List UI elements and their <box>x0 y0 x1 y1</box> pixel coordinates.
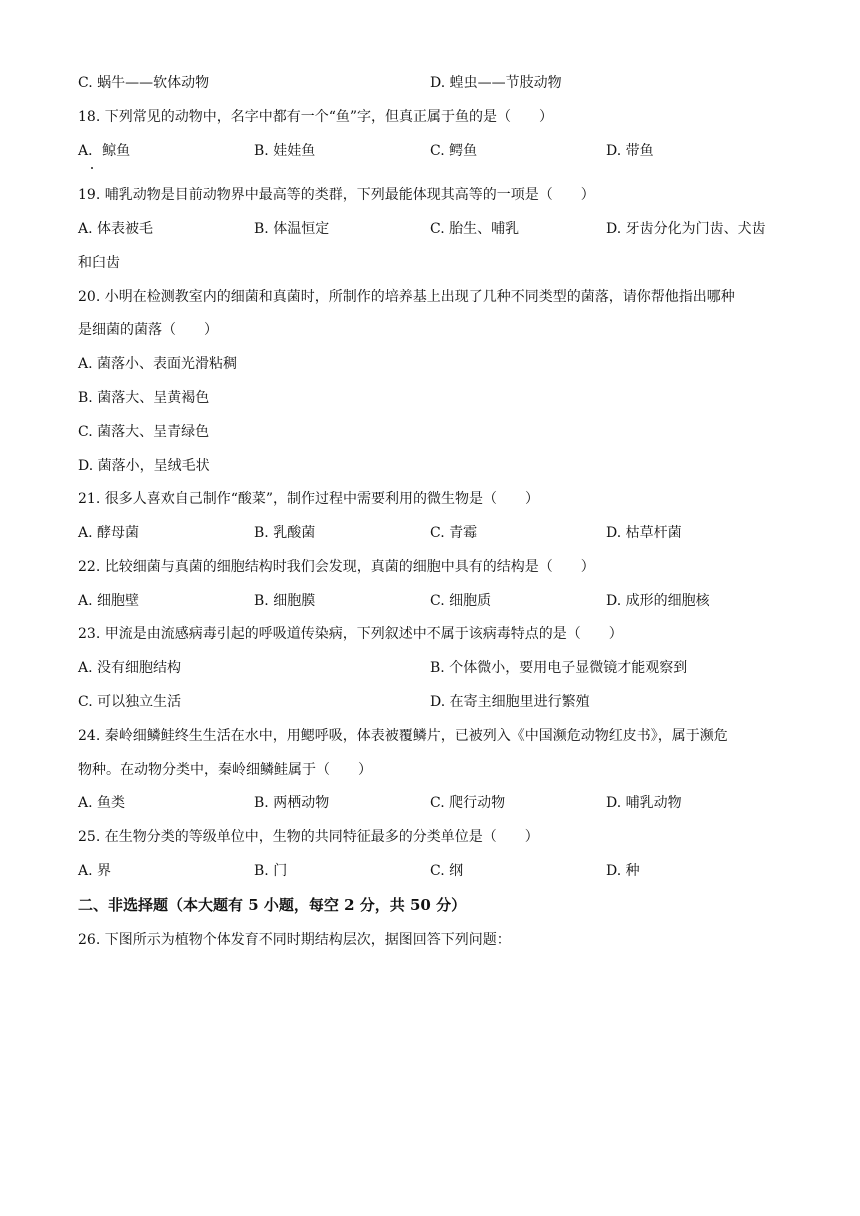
answer-option: C. 可以独立生活 <box>78 694 182 710</box>
answer-option: C. 蜗牛——软体动物 <box>78 75 210 91</box>
answer-option: D. 带鱼 <box>606 143 654 159</box>
answer-option: D. 成形的细胞核 <box>606 593 710 609</box>
answer-option: C. 胎生、哺乳 <box>430 221 520 237</box>
question-line: 18. 下列常见的动物中，名字中都有一个“鱼”字，但真正属于鱼的是（ ） <box>78 109 554 125</box>
answer-option: C. 青霉 <box>430 525 478 541</box>
question-line: 是细菌的菌落（ ） <box>78 322 218 338</box>
answer-option: B. 个体微小，要用电子显微镜才能观察到 <box>430 660 688 676</box>
answer-option: B. 体温恒定 <box>254 221 330 237</box>
answer-option: B. 娃娃鱼 <box>254 143 316 159</box>
answer-option: C. 纲 <box>430 863 464 879</box>
question-line: 22. 比较细菌与真菌的细胞结构时我们会发现，真菌的细胞中具有的结构是（ ） <box>78 559 595 575</box>
answer-option: B. 乳酸菌 <box>254 525 316 541</box>
question-line: A. 菌落小、表面光滑粘稠 <box>78 356 238 372</box>
answer-option: D. 哺乳动物 <box>606 795 682 811</box>
question-line: 19. 哺乳动物是目前动物界中最高等的类群，下列最能体现其高等的一项是（ ） <box>78 187 595 203</box>
answer-option: D. 在寄主细胞里进行繁殖 <box>430 694 590 710</box>
answer-option: C. 鳄鱼 <box>430 143 478 159</box>
question-line: 21. 很多人喜欢自己制作“酸菜”，制作过程中需要利用的微生物是（ ） <box>78 491 540 507</box>
answer-option: D. 枯草杆菌 <box>606 525 682 541</box>
question-line: 物种。在动物分类中，秦岭细鳞鲑属于（ ） <box>78 762 372 778</box>
question-line: C. 菌落大、呈青绿色 <box>78 424 210 440</box>
question-line: 和臼齿 <box>78 255 120 271</box>
answer-option: D. 种 <box>606 863 640 879</box>
question-line: 26. 下图所示为植物个体发育不同时期结构层次，据图回答下列问题： <box>78 932 511 948</box>
answer-option: C. 细胞质 <box>430 593 492 609</box>
answer-option: B. 门 <box>254 863 288 879</box>
question-line: 23. 甲流是由流感病毒引起的呼吸道传染病，下列叙述中不属于该病毒特点的是（ ） <box>78 626 623 642</box>
answer-option: A．鲸鱼 <box>78 143 131 159</box>
question-line: B. 菌落大、呈黄褐色 <box>78 390 210 406</box>
question-line: 20. 小明在检测教室内的细菌和真菌时，所制作的培养基上出现了几种不同类型的菌落，请你帮他指出哪种 <box>78 289 735 305</box>
section-heading: 二、非选择题（本大题有 5 小题，每空 2 分，共 50 分） <box>78 896 467 914</box>
answer-option: A. 体表被毛 <box>78 221 154 237</box>
answer-option: D. 蝗虫——节肢动物 <box>430 75 562 91</box>
answer-option: A. 鱼类 <box>78 795 126 811</box>
answer-option: A. 细胞壁 <box>78 593 140 609</box>
answer-option: A. 界 <box>78 863 112 879</box>
answer-option: B. 两栖动物 <box>254 795 330 811</box>
answer-option: B. 细胞膜 <box>254 593 316 609</box>
question-line: D. 菌落小，呈绒毛状 <box>78 458 210 474</box>
answer-option: D. 牙齿分化为门齿、犬齿 <box>606 221 766 237</box>
question-line: 24. 秦岭细鳞鲑终生生活在水中，用鳃呼吸，体表被覆鳞片，已被列入《中国濒危动物红皮书》，属于濒危 <box>78 728 728 744</box>
question-line: 25. 在生物分类的等级单位中，生物的共同特征最多的分类单位是（ ） <box>78 829 539 845</box>
answer-option: C. 爬行动物 <box>430 795 506 811</box>
stray-dot <box>91 167 93 169</box>
answer-option: A. 没有细胞结构 <box>78 660 182 676</box>
answer-option: A. 酵母菌 <box>78 525 140 541</box>
